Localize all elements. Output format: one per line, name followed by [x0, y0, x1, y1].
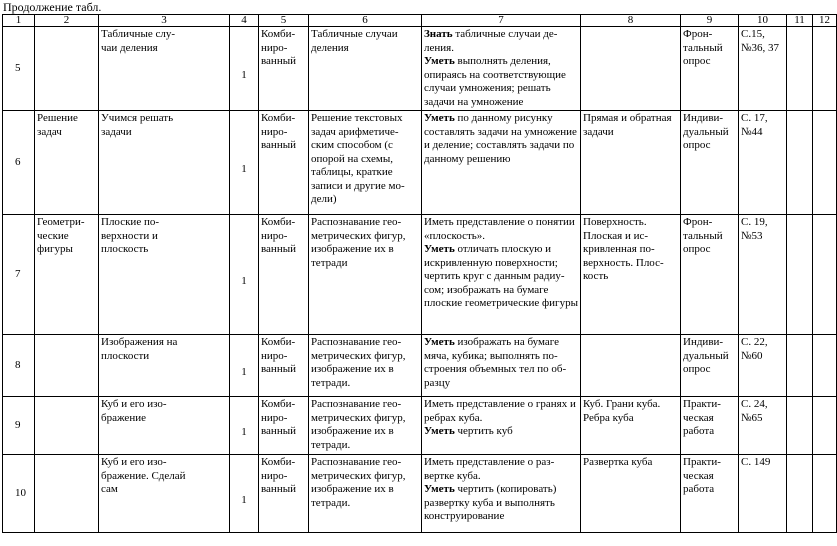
outcome-text: развертку куба и выполнять — [424, 496, 555, 509]
control-line: опрос — [683, 139, 711, 151]
outcome-keyword: Уметь — [424, 425, 455, 437]
hours-cell — [230, 455, 259, 533]
topic-cell — [99, 27, 230, 111]
section-cell — [35, 397, 99, 455]
control-line: Индиви- — [683, 112, 724, 124]
activity-line: таблицы, краткие — [311, 166, 393, 178]
control-line: Практи- — [683, 398, 721, 410]
lesson-type-line: ванный — [261, 243, 296, 255]
column-number-cell: 1 — [3, 15, 35, 27]
homework-line: С. 17, — [741, 112, 768, 124]
terms-cell — [581, 455, 681, 533]
outcome-text: ления. — [424, 41, 454, 54]
lesson-type-line: ниро- — [261, 229, 288, 242]
outcome-text: Иметь представление о понятии — [424, 216, 575, 228]
lesson-type-line: Комби- — [261, 398, 296, 410]
terms-line: Прямая и обратная — [583, 112, 672, 124]
outcome-keyword: Уметь — [424, 55, 455, 67]
lesson-type-cell — [259, 455, 309, 533]
outcome-keyword: Знать — [424, 28, 453, 40]
outcome-text: составлять задачи на умножение — [424, 125, 577, 138]
activity-line: изображение их в — [311, 363, 394, 375]
outcome-line — [424, 42, 578, 56]
outcome-text: опираясь на соответствующие — [424, 68, 566, 81]
control-line: Индиви- — [683, 336, 724, 348]
outcome-line — [424, 425, 578, 439]
control-line: опрос — [683, 363, 711, 375]
control-cell — [681, 397, 739, 455]
topic-line: бражение — [101, 411, 146, 424]
homework-line: №53 — [741, 229, 763, 242]
outcome-text: чертить круг с данным радиу- — [424, 270, 565, 282]
lesson-number-cell: 8 — [3, 335, 35, 397]
lesson-type-cell — [259, 397, 309, 455]
outcome-text: случаи умножения; решать — [424, 82, 551, 94]
hours-value: 1 — [241, 365, 247, 378]
outcome-text: табличные случаи де- — [452, 28, 558, 40]
hours-value: 1 — [241, 493, 247, 506]
column-number-cell: 5 — [259, 15, 309, 27]
outcomes-cell — [422, 335, 581, 397]
outcome-line — [424, 216, 578, 230]
activity-line: тетради. — [311, 438, 351, 451]
table-row — [3, 455, 837, 533]
lesson-number-cell: 10 — [3, 455, 35, 533]
control-line: Фрон- — [683, 28, 713, 40]
homework-line: С. 19, — [741, 216, 768, 228]
terms-line: задачи — [583, 125, 614, 138]
outcome-keyword: Уметь — [424, 112, 455, 124]
outcome-line — [424, 470, 578, 484]
activity-line: опорой на схемы, — [311, 152, 393, 165]
outcome-text: разцу — [424, 376, 451, 389]
hours-value: 1 — [241, 425, 247, 438]
activity-line: записи и другие мо- — [311, 179, 405, 192]
outcome-text: изображать на бумаге — [454, 336, 560, 348]
outcome-text: конструирование — [424, 510, 505, 522]
outcome-text: чертить (копировать) — [454, 483, 557, 495]
column-number-cell: 2 — [35, 15, 99, 27]
topic-cell — [99, 455, 230, 533]
column-number-row — [3, 15, 837, 27]
outcomes-cell — [422, 27, 581, 111]
empty-cell-11 — [787, 111, 813, 215]
outcome-line — [424, 456, 578, 470]
outcome-line — [424, 350, 578, 364]
outcome-text: и деление; составлять задачи по — [424, 139, 575, 151]
outcome-line — [424, 69, 578, 83]
column-number-cell: 3 — [99, 15, 230, 27]
terms-cell — [581, 215, 681, 335]
outcome-line — [424, 28, 578, 42]
activity-line: метрических фигур, — [311, 469, 406, 482]
outcome-line — [424, 55, 578, 69]
lesson-type-line: Комби- — [261, 112, 296, 124]
table-row — [3, 27, 837, 111]
hours-cell — [230, 215, 259, 335]
terms-cell — [581, 111, 681, 215]
homework-cell — [739, 215, 787, 335]
control-line: Фрон- — [683, 216, 713, 228]
homework-line: С. 24, — [741, 398, 768, 410]
empty-cell-12 — [813, 455, 837, 533]
topic-line: Табличные слу- — [101, 28, 176, 40]
topic-line: Изображения на — [101, 336, 178, 348]
outcome-line — [424, 270, 578, 284]
activity-line: Распознавание гео- — [311, 216, 402, 228]
hours-cell — [230, 397, 259, 455]
outcome-line — [424, 139, 578, 153]
section-line: Геометри- — [37, 216, 85, 228]
topic-cell — [99, 111, 230, 215]
section-line: ческие — [37, 229, 69, 242]
terms-cell — [581, 335, 681, 397]
outcome-line — [424, 483, 578, 497]
outcome-text: плоские геометрические фигуры — [424, 297, 578, 309]
topic-line: Плоские по- — [101, 216, 160, 228]
section-line: Решение — [37, 112, 78, 124]
lesson-type-line: ниро- — [261, 125, 288, 138]
terms-line: Поверхность. — [583, 216, 647, 228]
topic-cell — [99, 215, 230, 335]
outcome-text: выполнять деления, — [454, 55, 551, 67]
terms-line: Куб. Грани куба. — [583, 398, 661, 410]
section-cell — [35, 27, 99, 111]
activity-line: деления — [311, 41, 349, 54]
terms-line: Развертка куба — [583, 456, 653, 468]
hours-cell — [230, 27, 259, 111]
lesson-number-cell: 9 — [3, 397, 35, 455]
control-line: ческая — [683, 411, 714, 424]
control-cell — [681, 111, 739, 215]
hours-cell — [230, 335, 259, 397]
outcome-line — [424, 96, 578, 110]
lesson-type-cell — [259, 27, 309, 111]
table-row — [3, 397, 837, 455]
lesson-type-line: ниро- — [261, 411, 288, 424]
activity-line: Решение текстовых — [311, 112, 403, 124]
activity-line: тетради. — [311, 496, 351, 509]
topic-line: Куб и его изо- — [101, 456, 167, 468]
hours-cell — [230, 111, 259, 215]
control-cell — [681, 335, 739, 397]
activity-line: метрических фигур, — [311, 229, 406, 242]
empty-cell-12 — [813, 111, 837, 215]
terms-cell — [581, 27, 681, 111]
homework-cell — [739, 27, 787, 111]
control-line: тальный — [683, 41, 723, 54]
activity-cell — [309, 111, 422, 215]
outcomes-cell — [422, 455, 581, 533]
outcome-text: чертить куб — [454, 425, 513, 437]
activity-line: метрических фигур, — [311, 349, 406, 362]
lesson-number-cell: 7 — [3, 215, 35, 335]
lesson-type-line: ниро- — [261, 469, 288, 482]
lesson-type-line: Комби- — [261, 456, 296, 468]
activity-line: Распознавание гео- — [311, 398, 402, 410]
topic-line: Куб и его изо- — [101, 398, 167, 410]
outcome-line — [424, 363, 578, 377]
homework-line: С. 22, — [741, 336, 768, 348]
activity-line: Распознавание гео- — [311, 456, 402, 468]
outcome-text: ребрах куба. — [424, 411, 483, 424]
outcome-text: искривленную поверхности; — [424, 256, 558, 269]
activity-line: изображение их в — [311, 243, 394, 255]
outcome-line — [424, 284, 578, 298]
column-number-cell: 6 — [309, 15, 422, 27]
outcome-text: Иметь представление о гранях и — [424, 398, 576, 410]
homework-line: С. 149 — [741, 456, 771, 468]
control-line: опрос — [683, 55, 711, 67]
empty-cell-11 — [787, 455, 813, 533]
section-cell — [35, 111, 99, 215]
outcome-line — [424, 336, 578, 350]
control-line: дуальный — [683, 349, 729, 362]
homework-line: №44 — [741, 125, 763, 138]
column-number-cell: 9 — [681, 15, 739, 27]
lesson-type-line: ванный — [261, 55, 296, 67]
outcome-keyword: Уметь — [424, 483, 455, 495]
terms-line: кость — [583, 270, 609, 282]
section-cell — [35, 455, 99, 533]
section-line: задач — [37, 125, 62, 138]
terms-line: кривленная по- — [583, 243, 655, 255]
outcome-line — [424, 230, 578, 244]
outcome-text: «плоскость». — [424, 229, 486, 242]
table-row — [3, 335, 837, 397]
outcome-text: по данному рисунку — [454, 112, 553, 124]
outcome-text: строения объемных тел по об- — [424, 363, 567, 375]
topic-line: чаи деления — [101, 41, 158, 54]
outcome-line — [424, 412, 578, 426]
homework-cell — [739, 455, 787, 533]
section-line: фигуры — [37, 243, 73, 255]
outcome-text: данному решению — [424, 152, 511, 165]
empty-cell-11 — [787, 335, 813, 397]
control-cell — [681, 215, 739, 335]
column-number-cell: 7 — [422, 15, 581, 27]
terms-line: верхность. Плос- — [583, 256, 664, 269]
outcome-line — [424, 257, 578, 271]
activity-line: дели) — [311, 193, 337, 205]
lesson-type-cell — [259, 335, 309, 397]
outcomes-cell — [422, 111, 581, 215]
control-line: опрос — [683, 243, 711, 255]
activity-line: тетради. — [311, 376, 351, 389]
control-line: работа — [683, 425, 715, 437]
topic-cell — [99, 397, 230, 455]
hours-value: 1 — [241, 162, 247, 175]
activity-cell — [309, 27, 422, 111]
topic-line: бражение. Сделай — [101, 469, 186, 482]
outcome-text: Иметь представление о раз- — [424, 456, 555, 468]
topic-line: Учимся решать — [101, 112, 174, 124]
outcome-text: задачи на умножение — [424, 95, 524, 108]
empty-cell-12 — [813, 397, 837, 455]
terms-line: Ребра куба — [583, 411, 634, 424]
section-cell — [35, 335, 99, 397]
outcome-line — [424, 497, 578, 511]
empty-cell-11 — [787, 215, 813, 335]
activity-line: ским способом (с — [311, 139, 393, 151]
control-line: работа — [683, 483, 715, 495]
homework-cell — [739, 335, 787, 397]
topic-line: верхности и — [101, 229, 158, 242]
activity-cell — [309, 335, 422, 397]
topic-line: сам — [101, 483, 118, 495]
empty-cell-11 — [787, 27, 813, 111]
outcome-keyword: Уметь — [424, 243, 455, 255]
activity-cell — [309, 455, 422, 533]
control-line: Практи- — [683, 456, 721, 468]
lesson-type-line: ванный — [261, 139, 296, 151]
column-number-cell: 10 — [739, 15, 787, 27]
terms-cell — [581, 397, 681, 455]
outcome-line — [424, 243, 578, 257]
hours-value: 1 — [241, 68, 247, 81]
table-row — [3, 215, 837, 335]
activity-cell — [309, 397, 422, 455]
lesson-type-line: Комби- — [261, 336, 296, 348]
empty-cell-11 — [787, 397, 813, 455]
topic-line: плоскости — [101, 349, 150, 362]
activity-line: изображение их в — [311, 425, 394, 437]
homework-cell — [739, 397, 787, 455]
column-number-cell: 11 — [787, 15, 813, 27]
table-caption: Продолжение табл. — [3, 0, 102, 14]
lesson-type-line: Комби- — [261, 216, 296, 228]
control-line: тальный — [683, 229, 723, 242]
control-line: ческая — [683, 469, 714, 482]
lesson-type-line: ванный — [261, 483, 296, 495]
activity-line: Табличные случаи — [311, 28, 398, 40]
outcome-line — [424, 126, 578, 140]
control-cell — [681, 455, 739, 533]
lesson-type-line: ванный — [261, 363, 296, 375]
outcome-line — [424, 398, 578, 412]
homework-line: С.15, — [741, 28, 765, 40]
outcome-line — [424, 510, 578, 524]
lesson-plan-table — [2, 14, 837, 533]
outcome-line — [424, 82, 578, 96]
outcome-keyword: Уметь — [424, 336, 455, 348]
homework-line: №60 — [741, 349, 763, 362]
hours-value: 1 — [241, 274, 247, 287]
activity-line: задач арифметиче- — [311, 125, 399, 138]
topic-line: плоскость — [101, 243, 149, 255]
outcome-text: вертке куба. — [424, 469, 481, 482]
homework-line: №65 — [741, 411, 763, 424]
outcomes-cell — [422, 215, 581, 335]
empty-cell-12 — [813, 215, 837, 335]
outcome-text: сом; изображать на бумаге — [424, 283, 549, 296]
outcome-line — [424, 112, 578, 126]
lesson-number-cell: 6 — [3, 111, 35, 215]
column-number-cell: 4 — [230, 15, 259, 27]
outcome-text: отличать плоскую и — [454, 243, 552, 255]
homework-line: №36, 37 — [741, 41, 779, 54]
terms-line: Плоская и ис- — [583, 229, 649, 242]
outcome-line — [424, 377, 578, 391]
lesson-type-line: ванный — [261, 425, 296, 437]
column-number-cell: 8 — [581, 15, 681, 27]
outcome-line — [424, 297, 578, 311]
control-line: дуальный — [683, 125, 729, 138]
outcome-line — [424, 153, 578, 167]
topic-cell — [99, 335, 230, 397]
activity-line: Распознавание гео- — [311, 336, 402, 348]
lesson-type-line: Комби- — [261, 28, 296, 40]
lesson-type-line: ниро- — [261, 41, 288, 54]
empty-cell-12 — [813, 27, 837, 111]
activity-line: метрических фигур, — [311, 411, 406, 424]
topic-line: задачи — [101, 125, 132, 138]
table-row — [3, 111, 837, 215]
control-cell — [681, 27, 739, 111]
activity-cell — [309, 215, 422, 335]
outcome-text: мяча, кубика; выполнять по- — [424, 349, 558, 362]
outcomes-cell — [422, 397, 581, 455]
activity-line: изображение их в — [311, 483, 394, 495]
column-number-cell: 12 — [813, 15, 837, 27]
section-cell — [35, 215, 99, 335]
lesson-type-cell — [259, 111, 309, 215]
empty-cell-12 — [813, 335, 837, 397]
lesson-type-line: ниро- — [261, 349, 288, 362]
homework-cell — [739, 111, 787, 215]
activity-line: тетради — [311, 256, 348, 269]
lesson-type-cell — [259, 215, 309, 335]
lesson-number-cell: 5 — [3, 27, 35, 111]
